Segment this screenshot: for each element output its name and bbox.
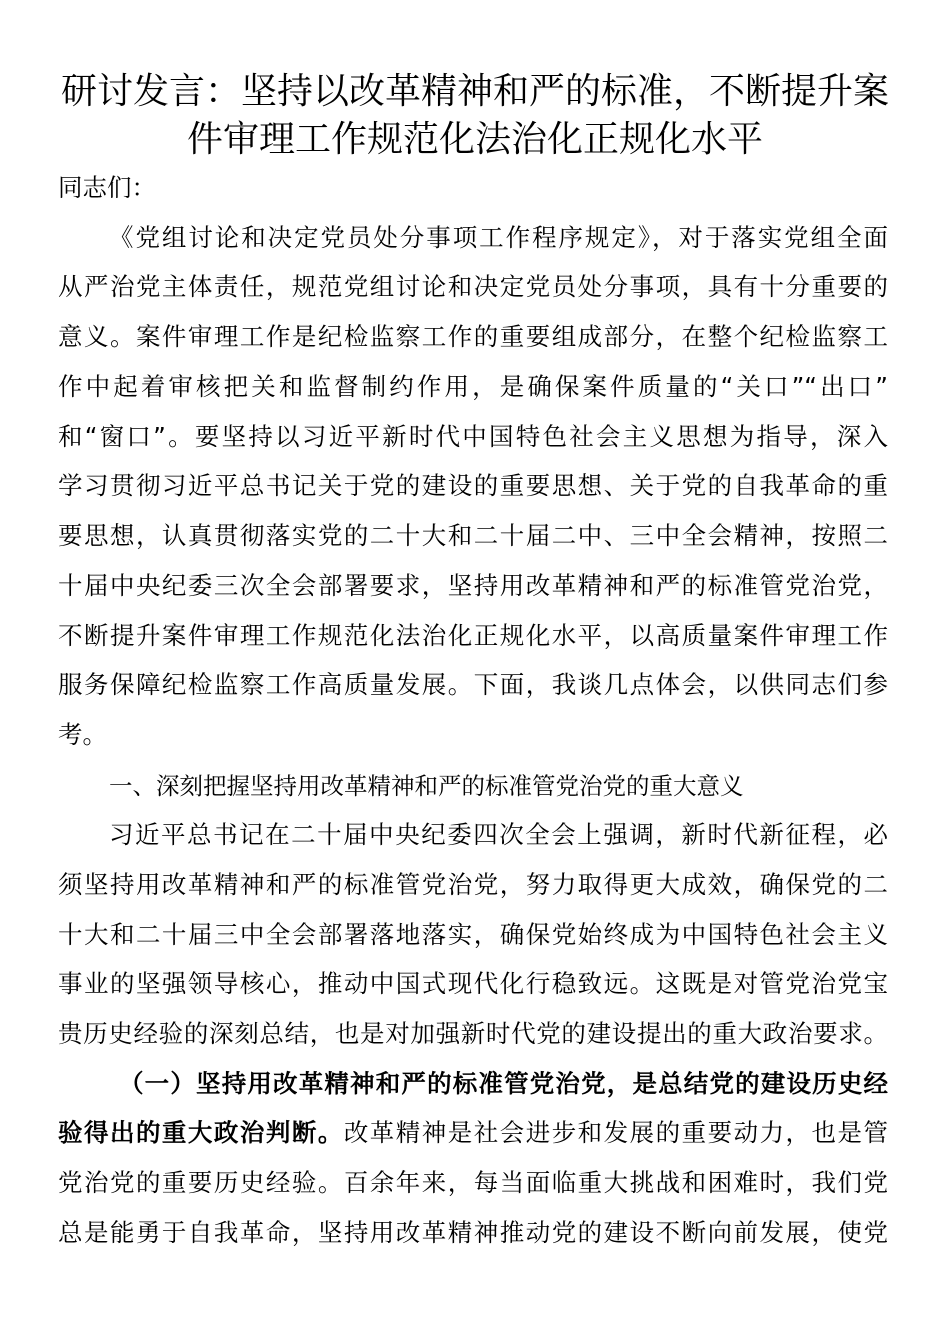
paragraph-2-line: 须坚持用改革精神和严的标准管党治党，努力取得更大成效，确保党的二 bbox=[58, 870, 888, 899]
paragraph-3-line: 总是能勇于自我革命，坚持用改革精神推动党的建设不断向前发展，使党 bbox=[58, 1218, 888, 1247]
salutation: 同志们： bbox=[58, 173, 156, 202]
paragraph-3-line: 党治党的重要历史经验。百余年来，每当面临重大挑战和困难时，我们党 bbox=[58, 1168, 888, 1197]
paragraph-1-line: 考。 bbox=[58, 720, 107, 749]
paragraph-1-line: 和“窗口”。要坚持以习近平新时代中国特色社会主义思想为指导，深入 bbox=[58, 422, 888, 451]
section-1-heading: 一、深刻把握坚持用改革精神和严的标准管党治党的重大意义 bbox=[109, 772, 744, 800]
paragraph-1-line: 要思想，认真贯彻落实党的二十大和二十届二中、三中全会精神，按照二 bbox=[58, 521, 888, 550]
paragraph-1-line: 作中起着审核把关和监督制约作用，是确保案件质量的“关口”“出口” bbox=[58, 372, 888, 401]
paragraph-2-line: 贵历史经验的深刻总结，也是对加强新时代党的建设提出的重大政治要求。 bbox=[58, 1019, 888, 1048]
paragraph-2-line: 事业的坚强领导核心，推动中国式现代化行稳致远。这既是对管党治党宝 bbox=[58, 969, 888, 998]
paragraph-1-line: 《党组讨论和决定党员处分事项工作程序规定》，对于落实党组全面 bbox=[109, 223, 888, 252]
subsection-1-bold-heading-end: 验得出的重大政治判断。 bbox=[58, 1118, 344, 1147]
paragraph-1-line: 学习贯彻习近平总书记关于党的建设的重要思想、关于党的自我革命的重 bbox=[58, 471, 888, 500]
paragraph-3-line bbox=[58, 1118, 888, 1148]
paragraph-2-line: 十大和二十届三中全会部署落地落实，确保党始终成为中国特色社会主义 bbox=[58, 920, 888, 949]
document-title-line-1: 研讨发言：坚持以改革精神和严的标准，不断提升案 bbox=[60, 71, 889, 112]
paragraph-1-line: 服务保障纪检监察工作高质量发展。下面，我谈几点体会，以供同志们参 bbox=[58, 670, 888, 699]
document-title-line-2: 件审理工作规范化法治化正规化水平 bbox=[186, 119, 763, 160]
paragraph-1-line: 十届中央纪委三次全会部署要求，坚持用改革精神和严的标准管党治党， bbox=[58, 571, 888, 600]
paragraph-1-line: 从严治党主体责任，规范党组讨论和决定党员处分事项，具有十分重要的 bbox=[58, 272, 888, 301]
paragraph-1-line: 意义。案件审理工作是纪检监察工作的重要组成部分，在整个纪检监察工 bbox=[58, 322, 888, 351]
subsection-1-bold-heading: （一）坚持用改革精神和严的标准管党治党，是总结党的建设历史经 bbox=[119, 1069, 888, 1098]
paragraph-3-text: 改革精神是社会进步和发展的重要动力，也是管 bbox=[343, 1118, 889, 1147]
paragraph-2-line: 习近平总书记在二十届中央纪委四次全会上强调，新时代新征程，必 bbox=[109, 820, 888, 849]
paragraph-1-line: 不断提升案件审理工作规范化法治化正规化水平，以高质量案件审理工作 bbox=[58, 621, 888, 650]
